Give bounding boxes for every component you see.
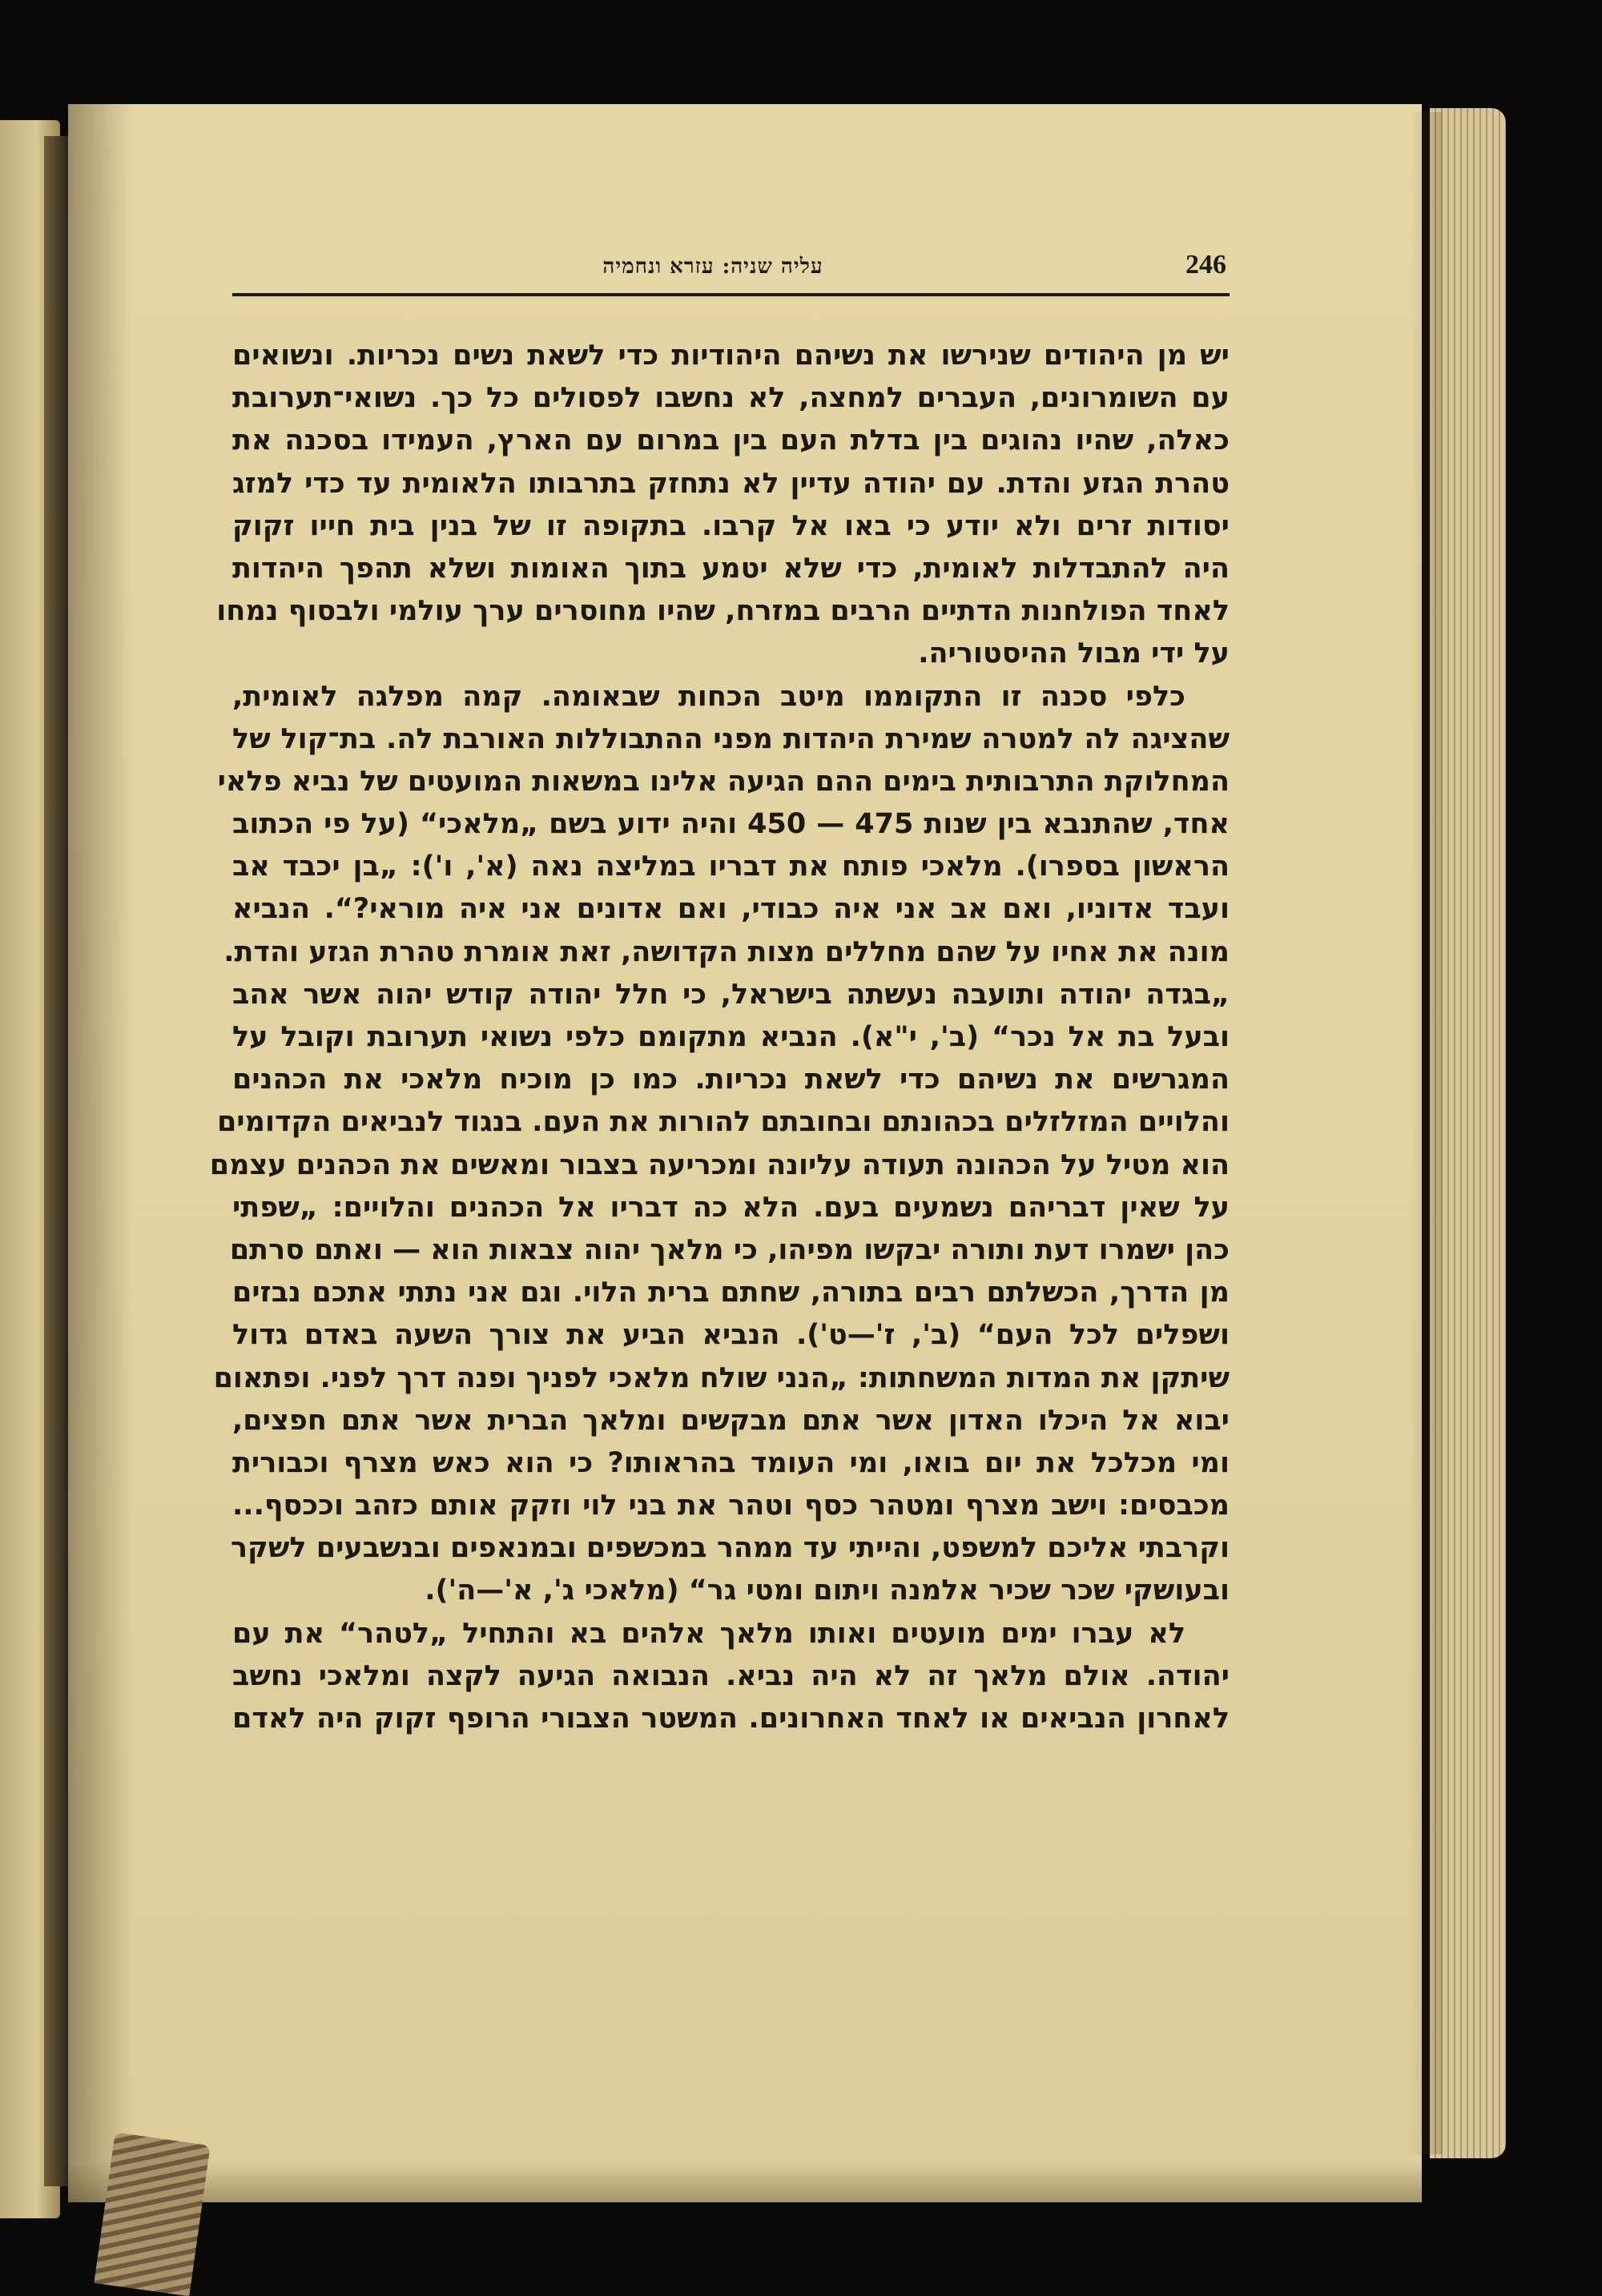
text-line: ומי מכלכל את יום בואו, ומי העומד בהראותו? כי הוא כאש מצרף וכבורית <box>232 1446 1230 1479</box>
text-line: שיתקן את המדות המשחתות: „הנני שולח מלאכי לפניך ופנה דרך לפני. ופתאום <box>213 1361 1230 1394</box>
text-line: לאחד הפולחנות הדתיים הרבים במזרח, שהיו מחוסרים ערך עולמי ולבסוף נמחו <box>216 595 1230 628</box>
text-line: יהודה. אולם מלאך זה לא היה נביא. הנבואה הגיעה לקצה ומלאכי נחשב <box>232 1659 1230 1692</box>
text-line: עם השומרונים, העברים למחצה, לא נחשבו לפסולים כל כך. נשואי־תערובת <box>232 382 1230 415</box>
text-line: „בגדה יהודה ותועבה נעשתה בישראל, כי חלל יהודה קודש יהוה אשר אהב <box>232 978 1230 1011</box>
gutter-shadow <box>68 104 132 2202</box>
running-head: עליה שניה: עזרא ונחמיה <box>602 255 823 279</box>
text-line: הראשון בספרו). מלאכי פותח את דבריו במליצה נאה (א', ו'): „בן יכבד אב <box>232 850 1230 883</box>
text-line: יבוא אל היכלו האדון אשר אתם מבקשים ומלאך הברית אשר אתם חפצים, <box>232 1404 1230 1437</box>
text-line: טהרת הגזע והדת. עם יהודה עדיין לא נתחזק בתרבותו הלאומית עד כדי למזג <box>232 467 1230 500</box>
text-line: ועבד אדוניו, ואם אב אני איה כבודי, ואם אדונים אני איה מוראי?“. הנביא <box>232 893 1230 926</box>
page-stack-shade <box>1410 112 1442 2154</box>
page-header <box>232 248 1230 288</box>
text-line: המחלוקת התרבותית בימים ההם הגיעה אלינו במשאות המועטים של נביא פלאי <box>217 765 1230 798</box>
page-bottom-shadow <box>68 2162 1422 2202</box>
body-text <box>209 335 1230 1740</box>
text-line: היה להתבדלות לאומית, כדי שלא יטמע בתוך האומות ושלא תהפך היהדות <box>232 552 1230 585</box>
text-line: כלפי סכנה זו התקוממו מיטב הכחות שבאומה. קמה מפלגה לאומית, <box>232 680 1185 713</box>
text-line: לא עברו ימים מועטים ואותו מלאך אלהים בא והתחיל „לטהר“ את עם <box>232 1617 1185 1650</box>
text-line: שהציגה לה למטרה שמירת היהדות מפני ההתבוללות האורבת לה. בת־קול של <box>232 722 1230 755</box>
text-line: מונה את אחיו על שהם מחללים מצות הקדושה, זאת אומרת טהרת הגזע והדת. <box>223 935 1230 968</box>
text-line: ושפלים לכל העם“ (ב', ז'—ט'). הנביא הביע את צורך השעה באדם גדול <box>232 1319 1230 1352</box>
text-line: לאחרון הנביאים או לאחד האחרונים. המשטר הצבורי הרופף זקוק היה לאדם <box>232 1703 1230 1735</box>
text-line: הוא מטיל על הכהונה תעודה עליונה ומכריעה בצבור ומאשים את הכהנים עצמם <box>209 1148 1230 1181</box>
bookmark-ribbon <box>94 2133 210 2296</box>
text-line: מן הדרך, הכשלתם רבים בתורה, שחתם ברית הלוי. וגם אני נתתי אתכם נבזים <box>232 1277 1230 1309</box>
text-line: על ידי מבול ההיסטוריה. <box>918 637 1230 670</box>
text-line: יש מן היהודים שנירשו את נשיהם היהודיות כדי לשאת נשים נכריות. ונשואים <box>232 340 1230 372</box>
text-line: אחד, שהתנבא בין שנות 475 — 450 והיה ידוע בשם „מלאכי“ (על פי הכתוב <box>232 808 1230 841</box>
text-line: כאלה, שהיו נהוגים בין בדלת העם בין במרום עם הארץ, העמידו בסכנה את <box>232 424 1230 457</box>
page-number: 246 <box>1185 250 1226 279</box>
text-line: וקרבתי אליכם למשפט, והייתי עד ממהר במכשפים ובמנאפים ובנשבעים לשקר <box>230 1532 1230 1565</box>
header-rule <box>232 293 1230 296</box>
text-line: מכבסים: וישב מצרף ומטהר כסף וטהר את בני לוי וזקק אותם כזהב וככסף... <box>232 1490 1230 1522</box>
text-line: על שאין דבריהם נשמעים בעם. הלא כה דבריו אל הכהנים והלויים: „שפתי <box>232 1191 1230 1224</box>
text-line: והלויים המזלזלים בכהונתם ובחובתם להורות את העם. בנגוד לנביאים הקדומים <box>216 1106 1230 1139</box>
text-line: ובעל בת אל נכר“ (ב', י"א). הנביא מתקומם כלפי נשואי תערובת וקובל על <box>232 1021 1230 1053</box>
text-line: המגרשים את נשיהם כדי לשאת נכריות. כמו כן מוכיח מלאכי את הכהנים <box>232 1064 1230 1096</box>
text-line: כהן ישמרו דעת ותורה יבקשו מפיהו, כי מלאך יהוה צבאות הוא — ואתם סרתם <box>229 1233 1230 1266</box>
text-line: יסודות זרים ולא יודע כי באו אל קרבו. בתקופה זו של בנין בית חייו זקוק <box>232 509 1230 542</box>
book-gutter <box>44 136 68 2186</box>
text-line: ובעושקי שכר שכיר אלמנה ויתום ומטי גר“ (מלאכי ג', א'—ה'). <box>425 1574 1230 1607</box>
